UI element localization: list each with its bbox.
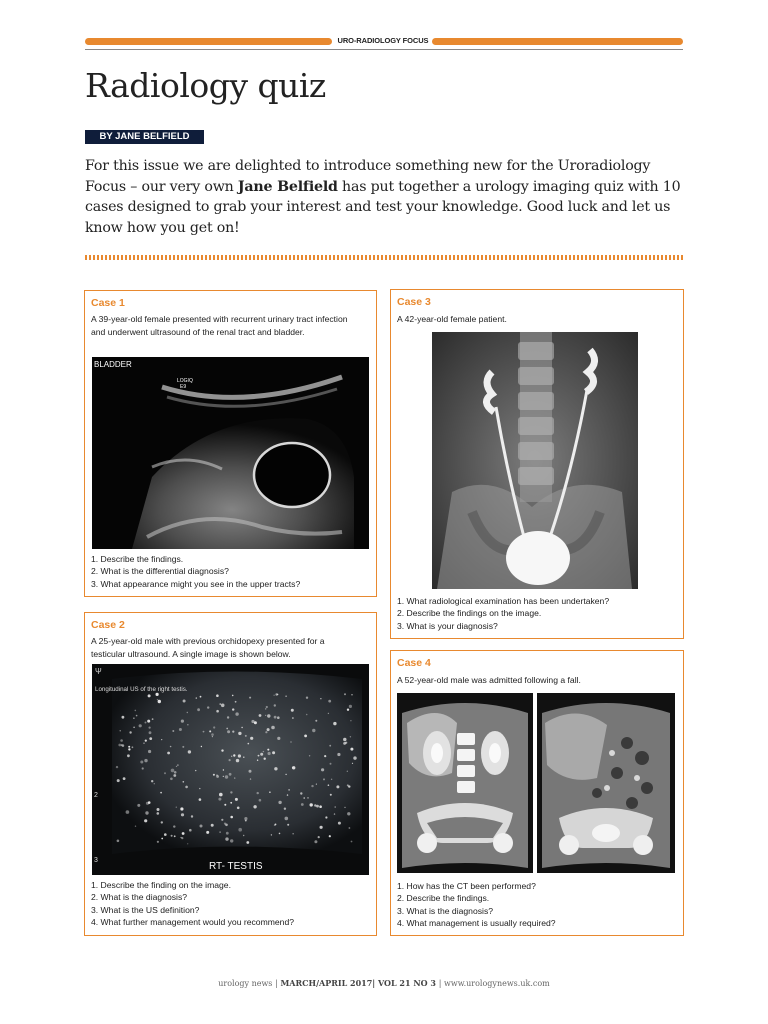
case-2-questions (91, 879, 294, 928)
case-1-title: Case 1 (91, 297, 125, 309)
question: 1. How has the CT been performed? (397, 881, 536, 891)
question: 2. What is the differential diagnosis? (91, 566, 229, 577)
intro-paragraph: For this issue we are delighted to introduce something new for the Uroradiology Focus – our very own Jane Belfield has put together a urology imaging quiz with 10 cases designed to grab your interest and test your knowledge. Good luck and let us know how you get on! (85, 158, 681, 236)
header-rule (85, 49, 683, 50)
question: 2. What is the diagnosis? (91, 892, 188, 903)
case-2-box (84, 612, 377, 936)
question: 3. What is the diagnosis? (397, 905, 494, 916)
svg-text:Ψ: Ψ (95, 667, 102, 676)
case-4-ct-image-right (537, 693, 675, 873)
author-name: Jane Belfield (237, 178, 338, 195)
question: 3. What is your diagnosis? (397, 620, 498, 631)
case-2-image-label: RT- TESTIS (209, 861, 263, 872)
case-1-questions (91, 553, 300, 590)
case-2-image-caption: Longitudinal US of the right testis. (95, 686, 188, 693)
question: 2. Describe the findings on the image. (397, 608, 542, 619)
page-title: Radiology quiz (85, 66, 326, 105)
case-2-ultrasound-image (92, 664, 369, 875)
dashed-divider (85, 255, 683, 260)
case-4-description: A 52-year-old male was admitted following a fall. (397, 675, 581, 685)
case-4-questions (397, 880, 556, 929)
case-3-xray-image (432, 332, 638, 589)
page-footer: urology news | MARCH/APRIL 2017| VOL 21 NO 3 | www.urologynews.uk.com (218, 978, 550, 988)
case-1-box (84, 290, 377, 597)
question: 4. What management is usually required? (397, 917, 556, 928)
case-1-ultrasound-image (92, 357, 369, 549)
question: 1. Describe the finding on the image. (91, 880, 231, 890)
issue-info: MARCH/APRIL 2017| VOL 21 NO 3 (277, 978, 439, 988)
case-3-box (390, 289, 684, 639)
section-label: URO-RADIOLOGY FOCUS (337, 36, 429, 45)
question: 1. Describe the findings. (91, 554, 184, 564)
header-bar-left (85, 38, 332, 45)
case-4-title: Case 4 (397, 657, 431, 669)
svg-text:E9: E9 (180, 384, 187, 390)
case-3-description: A 42-year-old female patient. (397, 314, 507, 324)
case-1-description: A 39-year-old female presented with recurrent urinary tract infection and underwent ultrasound of the renal tract and bladder. (91, 314, 348, 337)
question: 2. Describe the findings. (397, 893, 490, 904)
question: 3. What appearance might you see in the upper tracts? (91, 578, 301, 589)
case-4-box (390, 650, 684, 936)
case-4-ct-image-left (397, 693, 533, 873)
svg-text:LOGIQ: LOGIQ (177, 378, 193, 384)
case-3-title: Case 3 (397, 296, 431, 308)
case-1-image-label: BLADDER (94, 360, 132, 369)
case-2-title: Case 2 (91, 619, 125, 631)
website-link[interactable]: | www.urologynews.uk.com (438, 979, 550, 988)
header-bar-right (432, 38, 683, 45)
svg-text:2: 2 (94, 792, 98, 799)
case-3-questions (397, 595, 609, 632)
case-2-description: A 25-year-old male with previous orchidopexy presented for a testicular ultrasound. A single image is shown below. (91, 636, 325, 659)
question: 3. What is the US definition? (91, 904, 200, 915)
svg-text:3: 3 (94, 857, 98, 864)
byline: BY JANE BELFIELD (85, 130, 204, 144)
question: 4. What further management would you recommend? (91, 916, 295, 927)
question: 1. What radiological examination has been undertaken? (397, 596, 610, 606)
